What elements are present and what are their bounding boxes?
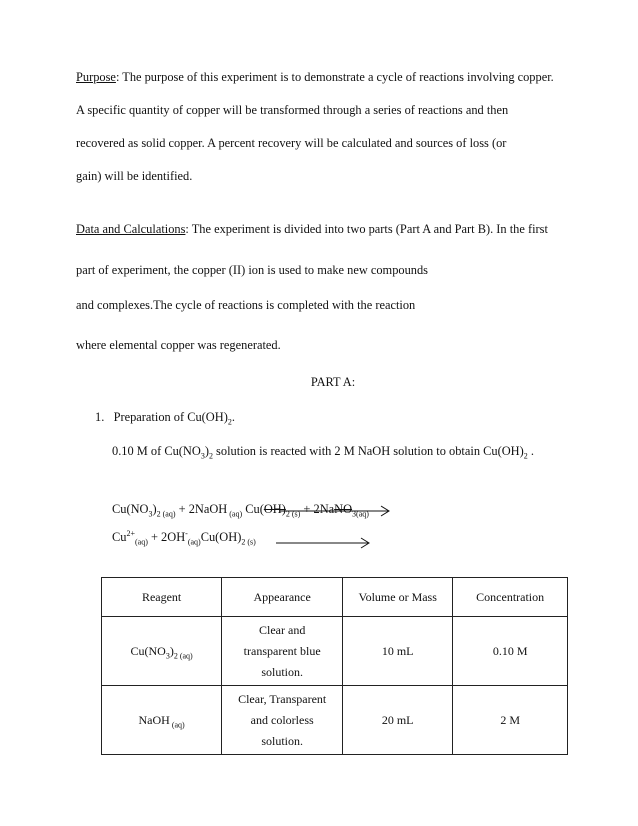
data-calc-label: Data and Calculations	[76, 222, 186, 236]
volume-cell: 20 mL	[343, 686, 453, 755]
desc-part-d: .	[527, 444, 534, 458]
reagent-cell	[102, 617, 222, 686]
eq1-p3: + 2NaOH	[175, 502, 228, 516]
equation-net-ionic	[112, 530, 256, 545]
reagent-sub-2: 2 (aq)	[173, 650, 193, 660]
reagent-mid: )	[169, 643, 174, 658]
eq1-p2: )	[152, 502, 157, 516]
step-title-text: Preparation of Cu(OH)	[113, 410, 228, 424]
appearance-line: transparent blue	[243, 643, 321, 658]
purpose-line-1	[76, 70, 554, 85]
desc-sub-2: 2	[208, 451, 213, 461]
table-row	[102, 686, 568, 755]
eq1-p2-sub: 2 (aq)	[156, 509, 176, 519]
step-1-description	[112, 444, 534, 459]
reagent-name: Cu(NO	[130, 643, 166, 658]
data-line-1	[76, 222, 548, 237]
desc-part-b: )	[204, 444, 209, 458]
eq2-p1-sup: 2+	[126, 528, 135, 538]
desc-sub-3: 2	[523, 451, 528, 461]
eq2-p2-sub: (aq)	[187, 537, 201, 547]
eq1-p5-strike: NO	[334, 502, 353, 516]
purpose-text-1: : The purpose of this experiment is to demonstrate a cycle of reactions involving copper.	[115, 70, 554, 84]
purpose-line-3: recovered as solid copper. A percent recovery will be calculated and sources of loss (or	[76, 136, 507, 150]
reagent-sub-2: (aq)	[169, 719, 185, 729]
eq1-p5-sub: 3(aq)	[352, 509, 369, 519]
table-row	[102, 617, 568, 686]
reaction-arrow-2-icon	[274, 535, 374, 551]
step-number: 1.	[95, 410, 105, 424]
eq1-p1: Cu(NO	[112, 502, 149, 516]
step-title-end: .	[231, 410, 235, 424]
reagent-table	[101, 577, 568, 755]
part-a-heading: PART A:	[310, 375, 356, 389]
eq2-p3: Cu(OH)	[200, 530, 242, 544]
header-reagent: Reagent	[102, 578, 222, 617]
eq1-p4-sub: 2 (s)	[285, 509, 301, 519]
eq1-p3-sub: (aq)	[227, 509, 243, 519]
purpose-line-2: A specific quantity of copper will be transformed through a series of reactions and then	[76, 103, 509, 117]
appearance-line: and colorless	[250, 712, 314, 727]
reaction-arrow-1-icon	[278, 503, 398, 519]
desc-sub-1: 3	[200, 451, 205, 461]
appearance-cell	[222, 686, 343, 755]
eq2-p1: Cu	[112, 530, 127, 544]
reagent-sub-1: 3	[165, 650, 170, 660]
eq1-p4-strike: OH)	[263, 502, 286, 516]
eq2-p1-sub: (aq)	[134, 537, 148, 547]
purpose-label: Purpose	[76, 70, 116, 84]
reagent-cell	[102, 686, 222, 755]
desc-part-c: solution is reacted with 2 M NaOH solution to obtain Cu(OH)	[212, 444, 524, 458]
header-volume: Volume or Mass	[343, 578, 453, 617]
data-line-4: where elemental copper was regenerated.	[76, 338, 281, 352]
step-1-title	[95, 410, 235, 425]
step-title-sub: 2	[227, 417, 232, 427]
data-line-2: part of experiment, the copper (II) ion is used to make new compounds	[76, 263, 428, 277]
appearance-cell	[222, 617, 343, 686]
desc-part-a: 0.10 M of Cu(NO	[112, 444, 201, 458]
reagent-name: NaOH	[138, 712, 170, 727]
concentration-cell: 2 M	[453, 686, 568, 755]
appearance-line: Clear, Transparent	[238, 691, 327, 706]
volume-cell: 10 mL	[343, 617, 453, 686]
header-concentration: Concentration	[453, 578, 568, 617]
eq2-p2: + 2OH	[147, 530, 186, 544]
header-appearance: Appearance	[222, 578, 343, 617]
eq2-p2-sup: -	[185, 528, 188, 538]
data-text-1: : The experiment is divided into two parts (Part A and Part B). In the first	[185, 222, 548, 236]
eq1-p4: Cu(	[242, 502, 264, 516]
purpose-line-4: gain) will be identified.	[76, 169, 193, 183]
eq1-p5: + 2Na	[300, 502, 335, 516]
eq1-p1-sub: 3	[148, 509, 153, 519]
eq2-p3-sub: 2 (s)	[241, 537, 256, 547]
table-header-row	[102, 578, 568, 617]
appearance-line: Clear and	[259, 622, 306, 637]
data-line-3: and complexes.The cycle of reactions is completed with the reaction	[76, 298, 416, 312]
appearance-line: solution.	[261, 664, 303, 679]
appearance-line: solution.	[261, 733, 303, 748]
concentration-cell: 0.10 M	[453, 617, 568, 686]
